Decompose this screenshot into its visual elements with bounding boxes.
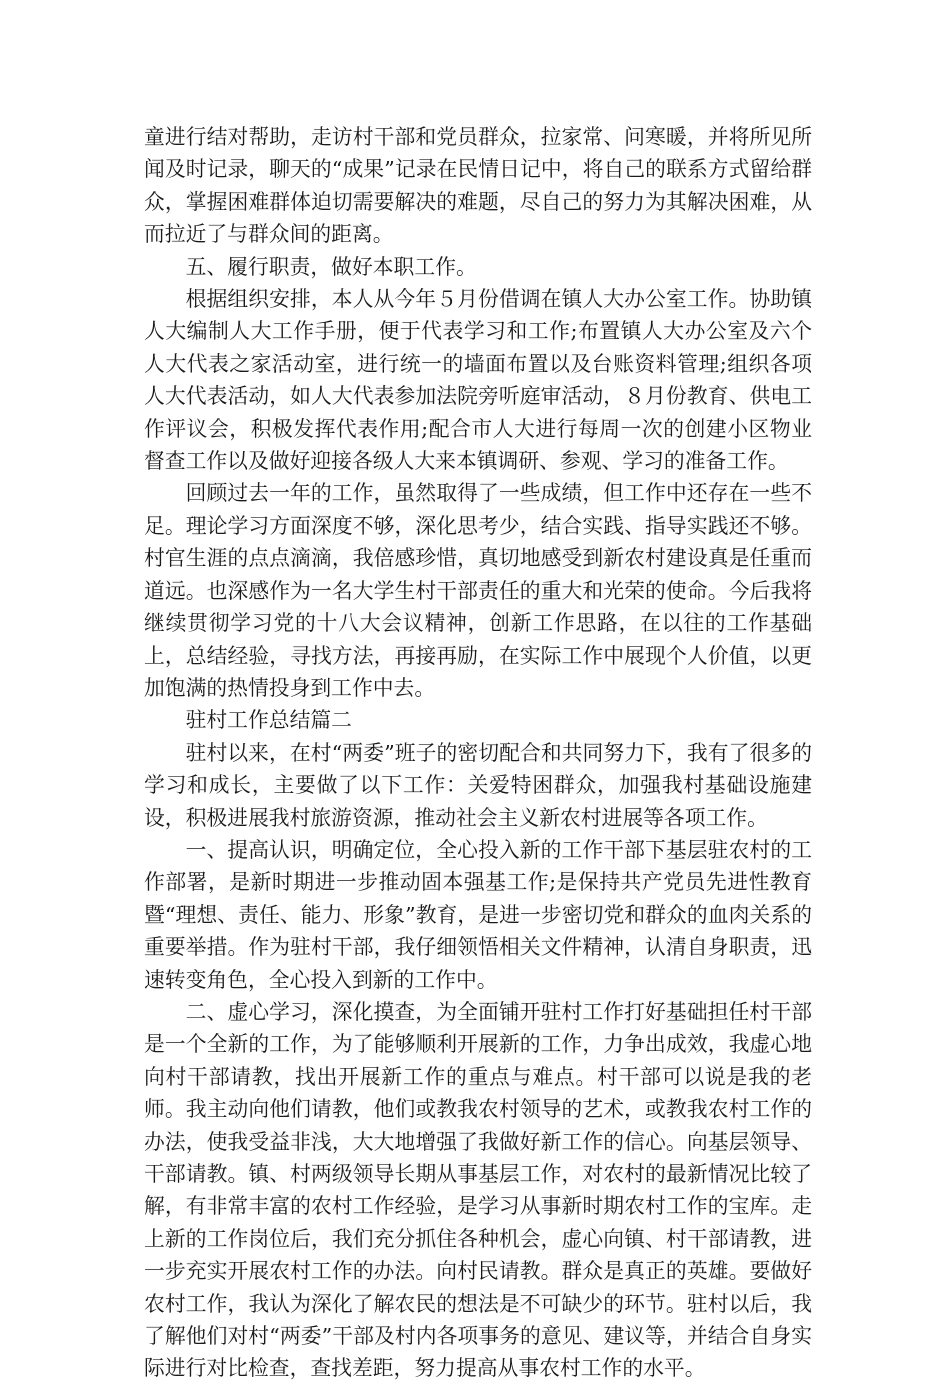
paragraph-intro: 驻村以来，在村“两委”班子的密切配合和共同努力下，我有了很多的学习和成长，主要做了以下工作：关爱特困群众，加强我村基础设施建设，积极进展我村旅游资源，推动社会主义新农村进展等各项工作。 [144, 740, 812, 830]
paragraph-section-one: 一、提高认识，明确定位，全心投入新的工作干部下基层驻农村的工作部署，是新时期进一步推动固本强基工作;是保持共产党员先进性教育暨“理想、责任、能力、形象”教育，是进一步密切党和群众的血肉关系的重要举措。作为驻村干部，我仔细领悟相关文件精神，认清自身职责，迅速转变角色，全心投入到新的工作中。 [144, 837, 812, 992]
paragraph-review: 回顾过去一年的工作，虽然取得了一些成绩，但工作中还存在一些不足。理论学习方面深度不够，深化思考少，结合实践、指导实践还不够。村官生涯的点点滴滴，我倍感珍惜，真切地感受到新农村建设真是任重而道远。也深感作为一名大学生村干部责任的重大和光荣的使命。今后我将继续贯彻学习党的十八大会议精神，创新工作思路，在以往的工作基础上，总结经验，寻找方法，再接再励，在实际工作中展现个人价值，以更加饱满的热情投身到工作中去。 [144, 481, 812, 700]
paragraph-section-two: 二、虚心学习，深化摸查，为全面铺开驻村工作打好基础担任村干部是一个全新的工作，为了能够顺利开展新的工作，力争出成效，我虚心地向村干部请教，找出开展新工作的重点与难点。村干部可以说是我的老师。我主动向他们请教，他们或教我农村领导的艺术，或教我农村工作的办法，使我受益非浅，大大地增强了我做好新工作的信心。向基层领导、干部请教。镇、村两级领导长期从事基层工作，对农村的最新情况比较了解，有非常丰富的农村工作经验，是学习从事新时期农村工作的宝库。走上新的工作岗位后，我们充分抓住各种机会，虚心向镇、村干部请教，进一步充实开展农村工作的办法。向村民请教。群众是真正的英雄。要做好农村工作，我认为深化了解农民的想法是不可缺少的环节。驻村以后，我了解他们对村“两委”干部及村内各项事务的意见、建议等，并结合自身实际进行对比检查，查找差距，努力提高从事农村工作的水平。 [144, 999, 812, 1381]
article-title-part-two: 驻村工作总结篇二 [185, 708, 352, 733]
paragraph-duties: 根据组织安排，本人从今年５月份借调在镇人大办公室工作。协助镇人大编制人大工作手册，便于代表学习和工作;布置镇人大办公室及六个人大代表之家活动室，进行统一的墙面布置以及台账资料管理;组织各项人大代表活动，如人大代表参加法院旁听庭审活动，８月份教育、供电工作评议会，积极发挥代表作用;配合市人大进行每周一次的创建小区物业督查工作以及做好迎接各级人大来本镇调研、参观、学习的准备工作。 [144, 287, 812, 474]
paragraph-continued: 童进行结对帮助，走访村干部和党员群众，拉家常、问寒暖，并将所见所闻及时记录，聊天的“成果”记录在民情日记中，将自己的联系方式留给群众，掌握困难群体迫切需要解决的难题，尽自己的努力为其解决困难，从而拉近了与群众间的距离。 [144, 125, 812, 247]
section-heading-five: 五、履行职责，做好本职工作。 [185, 254, 477, 279]
document-page [144, 121, 812, 1385]
